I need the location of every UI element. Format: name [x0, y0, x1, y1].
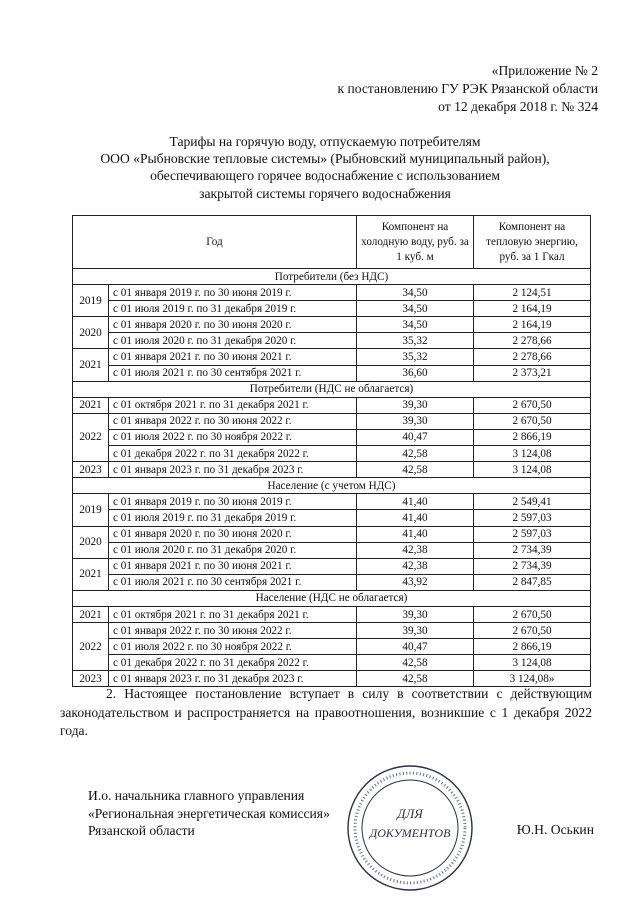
period-cell: с 01 октября 2021 г. по 31 декабря 2021 г. [109, 397, 357, 413]
period-cell: с 01 января 2022 г. по 30 июня 2022 г. [109, 413, 357, 429]
table-row [73, 542, 591, 558]
table-header-row [73, 216, 591, 269]
period-cell: с 01 января 2021 г. по 30 июня 2021 г. [109, 349, 357, 365]
heat-energy-cell: 2 597,03 [474, 526, 591, 542]
year-cell: 2023 [73, 462, 109, 478]
consumer-group-label: Население (с учетом НДС) [73, 478, 591, 494]
consumer-group-label: Потребители (без НДС) [73, 269, 591, 285]
cold-water-cell: 42,58 [357, 462, 474, 478]
title-line-3: обеспечивающего горячее водоснабжение с использованием [150, 168, 500, 184]
period-cell: с 01 января 2021 г. по 30 июня 2021 г. [109, 558, 357, 574]
heat-energy-cell: 2 278,66 [474, 333, 591, 349]
cold-water-cell: 34,50 [357, 317, 474, 333]
consumer-group-label: Население (НДС не облагается) [73, 590, 591, 606]
table-row [73, 526, 591, 542]
table-row [73, 639, 591, 655]
cold-water-cell: 34,50 [357, 301, 474, 317]
table-row [73, 623, 591, 639]
heat-energy-cell: 2 734,39 [474, 542, 591, 558]
cold-water-cell: 42,58 [357, 671, 474, 687]
heat-energy-cell: 2 866,19 [474, 639, 591, 655]
cold-water-cell: 35,32 [357, 349, 474, 365]
signatory-line-2: «Региональная энергетическая комиссия» [88, 805, 330, 821]
period-cell: с 01 января 2023 г. по 31 декабря 2023 г. [109, 671, 357, 687]
heat-energy-cell: 2 847,85 [474, 574, 591, 590]
year-cell: 2021 [73, 349, 109, 381]
effective-clause: 2. Настоящее постановление вступает в силу в соответствии с действующим законодательством и распространяется на правоотношения, возникшие с 1 декабря 2022 года. [60, 686, 592, 738]
document-title [60, 133, 590, 202]
heat-energy-cell: 3 124,08 [474, 462, 591, 478]
table-row [73, 365, 591, 381]
cold-water-cell: 40,47 [357, 639, 474, 655]
cold-water-cell: 41,40 [357, 494, 474, 510]
heat-energy-cell: 2 670,50 [474, 397, 591, 413]
header-cold-water: Компонент на холодную воду, руб. за 1 куб. м [357, 216, 474, 269]
table-row [73, 349, 591, 365]
heat-energy-cell: 3 124,08» [474, 671, 591, 687]
appendix-resolution: к постановлению ГУ РЭК Рязанской области [337, 81, 598, 96]
table-row [73, 301, 591, 317]
title-line-4: закрытой системы горячего водоснабжения [199, 185, 451, 201]
appendix-date: от 12 декабря 2018 г. № 324 [438, 99, 598, 114]
period-cell: с 01 января 2020 г. по 30 июня 2020 г. [109, 317, 357, 333]
table-row [73, 285, 591, 301]
heat-energy-cell: 2 866,19 [474, 429, 591, 445]
period-cell: с 01 июля 2020 г. по 31 декабря 2020 г. [109, 333, 357, 349]
year-cell: 2021 [73, 558, 109, 590]
heat-energy-cell: 2 164,19 [474, 317, 591, 333]
table-row [73, 413, 591, 429]
heat-energy-cell: 2 670,50 [474, 623, 591, 639]
period-cell: с 01 января 2020 г. по 30 июня 2020 г. [109, 526, 357, 542]
appendix-number: «Приложение № 2 [491, 63, 598, 78]
year-cell: 2019 [73, 285, 109, 317]
year-cell: 2019 [73, 494, 109, 526]
year-cell: 2020 [73, 526, 109, 558]
heat-energy-cell: 2 373,21 [474, 365, 591, 381]
cold-water-cell: 39,30 [357, 623, 474, 639]
heat-energy-cell: 2 670,50 [474, 606, 591, 622]
cold-water-cell: 41,40 [357, 510, 474, 526]
signatory-line-1: И.о. начальника главного управления [88, 788, 305, 803]
period-cell: с 01 января 2023 г. по 31 декабря 2023 г. [109, 462, 357, 478]
period-cell: с 01 января 2019 г. по 30 июня 2019 г. [109, 285, 357, 301]
heat-energy-cell: 2 164,19 [474, 301, 591, 317]
period-cell: с 01 июля 2019 г. по 31 декабря 2019 г. [109, 510, 357, 526]
period-cell: с 01 июля 2021 г. по 30 сентября 2021 г. [109, 365, 357, 381]
group-row [73, 269, 591, 285]
cold-water-cell: 40,47 [357, 429, 474, 445]
tariff-table-body [73, 269, 591, 687]
signatory-name: Ю.Н. Оськин [516, 822, 594, 837]
cold-water-cell: 39,30 [357, 606, 474, 622]
cold-water-cell: 36,60 [357, 365, 474, 381]
period-cell: с 01 июля 2022 г. по 30 ноября 2022 г. [109, 639, 357, 655]
heat-energy-cell: 2 124,51 [474, 285, 591, 301]
heat-energy-cell: 3 124,08 [474, 655, 591, 671]
period-cell: с 01 июля 2019 г. по 31 декабря 2019 г. [109, 301, 357, 317]
header-year: Год [73, 216, 357, 269]
year-cell: 2023 [73, 671, 109, 687]
signatory-title [88, 787, 330, 840]
year-cell: 2022 [73, 413, 109, 461]
table-row [73, 655, 591, 671]
cold-water-cell: 42,38 [357, 542, 474, 558]
cold-water-cell: 35,32 [357, 333, 474, 349]
year-cell: 2020 [73, 317, 109, 349]
year-cell: 2021 [73, 397, 109, 413]
tariff-table [72, 215, 591, 687]
heat-energy-cell: 2 597,03 [474, 510, 591, 526]
table-row [73, 446, 591, 462]
cold-water-cell: 34,50 [357, 285, 474, 301]
table-row [73, 429, 591, 445]
cold-water-cell: 41,40 [357, 526, 474, 542]
cold-water-cell: 43,92 [357, 574, 474, 590]
period-cell: с 01 октября 2021 г. по 31 декабря 2021 г. [109, 606, 357, 622]
table-row [73, 494, 591, 510]
heat-energy-cell: 2 670,50 [474, 413, 591, 429]
cold-water-cell: 42,58 [357, 446, 474, 462]
cold-water-cell: 42,38 [357, 558, 474, 574]
table-row [73, 317, 591, 333]
period-cell: с 01 января 2019 г. по 30 июня 2019 г. [109, 494, 357, 510]
consumer-group-label: Потребители (НДС не облагается) [73, 381, 591, 397]
group-row [73, 590, 591, 606]
cold-water-cell: 42,58 [357, 655, 474, 671]
title-line-2: ООО «Рыбновские тепловые системы» (Рыбновский муниципальный район), [100, 151, 550, 167]
header-heat-energy: Компонент на тепловую энергию, руб. за 1 Гкал [474, 216, 591, 269]
table-row [73, 333, 591, 349]
period-cell: с 01 июля 2020 г. по 31 декабря 2020 г. [109, 542, 357, 558]
table-row [73, 574, 591, 590]
signatory-line-3: Рязанской области [88, 823, 195, 839]
heat-energy-cell: 3 124,08 [474, 446, 591, 462]
year-cell: 2021 [73, 606, 109, 622]
appendix-header [337, 62, 598, 116]
table-row [73, 510, 591, 526]
group-row [73, 478, 591, 494]
official-stamp [345, 763, 475, 893]
heat-energy-cell: 2 734,39 [474, 558, 591, 574]
table-row [73, 558, 591, 574]
year-cell: 2022 [73, 623, 109, 671]
table-row [73, 397, 591, 413]
table-row [73, 462, 591, 478]
period-cell: с 01 декабря 2022 г. по 31 декабря 2022 г. [109, 655, 357, 671]
stamp-text-line-1: ДЛЯ [397, 806, 423, 821]
cold-water-cell: 39,30 [357, 397, 474, 413]
period-cell: с 01 июля 2022 г. по 30 ноября 2022 г. [109, 429, 357, 445]
group-row [73, 381, 591, 397]
period-cell: с 01 июля 2021 г. по 30 сентября 2021 г. [109, 574, 357, 590]
heat-energy-cell: 2 549,41 [474, 494, 591, 510]
stamp-text-line-2: ДОКУМЕНТОВ [369, 826, 451, 840]
period-cell: с 01 декабря 2022 г. по 31 декабря 2022 г. [109, 446, 357, 462]
cold-water-cell: 39,30 [357, 413, 474, 429]
period-cell: с 01 января 2022 г. по 30 июня 2022 г. [109, 623, 357, 639]
table-row [73, 606, 591, 622]
title-line-1: Тарифы на горячую воду, отпускаемую потребителям [169, 134, 481, 149]
heat-energy-cell: 2 278,66 [474, 349, 591, 365]
